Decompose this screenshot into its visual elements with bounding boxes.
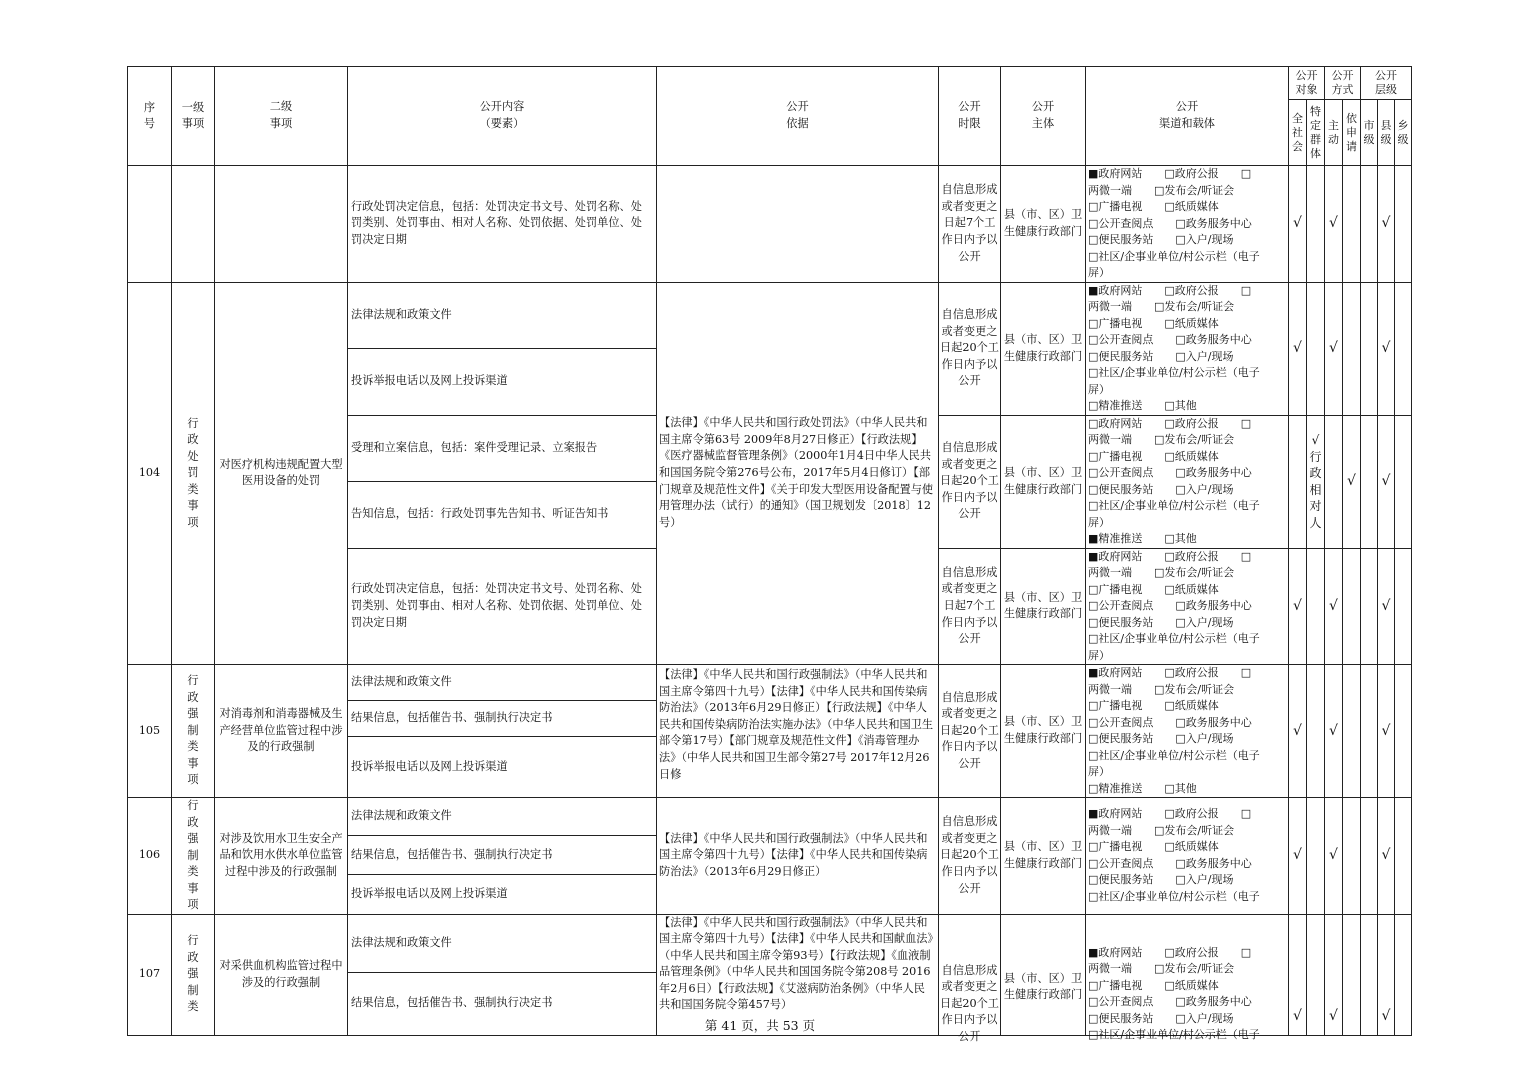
check-mark: √: [1378, 282, 1395, 415]
channel-line: ■政府网站 □政府公报 □: [1088, 807, 1252, 821]
header-obj-all: 全社会: [1289, 100, 1307, 166]
row-level2: 对涉及饮用水卫生安全产品和饮用水供水单位监管过程中涉及的行政强制: [215, 798, 348, 915]
channel-line: ■政府网站 □政府公报 □: [1088, 549, 1252, 563]
table-row-106: [128, 798, 1412, 836]
row-seq: 104: [128, 282, 172, 665]
channel-line: □公开查阅点 □政务服务中心: [1088, 599, 1252, 612]
header-channel: 公开 渠道和载体: [1086, 67, 1289, 166]
page-footer: 第 41 页，共 53 页: [704, 1018, 816, 1033]
channel-line: □便民服务站 □入户/现场: [1088, 615, 1234, 629]
basis-cell: 【法律】《中华人民共和国行政强制法》（中华人民共和国主席令第四十九号）【法律】《中华人民共和国传染病防治法》（2013年6月29日修正）【行政法规】《中华人民共和国传染病防治法实施办法》（中华人民共和国卫生部令第17号）【部门规章及规范性文件】《消毒管理办法》（中华人民共和国卫生部令第27号 2017年12月26日修: [657, 665, 939, 798]
channel-line: □广播电视 □纸质媒体: [1088, 840, 1219, 854]
row-level1: 行政处罚类事项: [172, 282, 215, 665]
header-method-apply: 依申请: [1343, 100, 1361, 166]
content-cell: 投诉举报电话以及网上投诉渠道: [348, 349, 657, 416]
header-level-group: 公开层级: [1361, 67, 1412, 100]
limit-cell: 自信息形成或者变更之日起20个工作日内予以公开: [939, 665, 1001, 798]
check-mark: √: [1289, 914, 1307, 1035]
channel-line: ■政府网站 □政府公报 □: [1088, 283, 1252, 297]
check-mark: √: [1289, 282, 1307, 415]
specific-group-cell: √ 行政相对人: [1307, 415, 1325, 548]
row-seq: 107: [128, 914, 172, 1035]
content-cell: 法律法规和政策文件: [348, 914, 657, 972]
channel-line: 两微一端 □发布会/听证会: [1088, 823, 1235, 837]
channel-line: □精准推送 □其他: [1088, 781, 1197, 795]
channel-line: □便民服务站 □入户/现场: [1088, 482, 1234, 496]
check-mark: √: [1325, 166, 1343, 283]
header-seq: 序号: [128, 67, 172, 166]
channel-line: 屏）: [1088, 648, 1110, 662]
channel-line: 两微一端 □发布会/听证会: [1088, 300, 1235, 313]
channel-cell: [1086, 548, 1289, 665]
subject-cell: 县（市、区）卫生健康行政部门: [1001, 282, 1086, 415]
header-lvl-town: 乡级: [1395, 100, 1412, 166]
check-mark: √: [1289, 166, 1307, 283]
channel-line: □社区/企事业单位/村公示栏（电子: [1088, 366, 1260, 379]
header-lvl-city: 市级: [1361, 100, 1378, 166]
check-mark: √: [1378, 798, 1395, 915]
content-cell: 告知信息，包括：行政处罚事先告知书、听证告知书: [348, 482, 657, 549]
subject-cell: 县（市、区）卫生健康行政部门: [1001, 548, 1086, 665]
channel-line: □广播电视 □纸质媒体: [1088, 449, 1219, 463]
row-seq: 106: [128, 798, 172, 915]
channel-line: □广播电视 □纸质媒体: [1088, 316, 1219, 330]
limit-cell: 自信息形成或者变更之日起20个工作日内予以公开: [939, 914, 1001, 1035]
subject-cell: 县（市、区）卫生健康行政部门: [1001, 665, 1086, 798]
table-row-105: [128, 665, 1412, 701]
channel-line: □社区/企事业单位/村公示栏（电子: [1088, 499, 1260, 512]
check-mark: √: [1289, 798, 1307, 915]
subject-cell: 县（市、区）卫生健康行政部门: [1001, 415, 1086, 548]
subject-cell: 县（市、区）卫生健康行政部门: [1001, 166, 1086, 283]
content-cell: 法律法规和政策文件: [348, 665, 657, 701]
row-level2: 对采供血机构监管过程中涉及的行政强制: [215, 914, 348, 1035]
content-cell: 行政处罚决定信息，包括：处罚决定书文号、处罚名称、处罚类别、处罚事由、相对人名称、处罚依据、处罚单位、处罚决定日期: [348, 166, 657, 283]
header-obj-specific: 特定群体: [1307, 100, 1325, 166]
channel-line: □广播电视 □纸质媒体: [1088, 699, 1219, 712]
limit-cell: 自信息形成或者变更之日起20个工作日内予以公开: [939, 798, 1001, 915]
channel-line: □便民服务站 □入户/现场: [1088, 873, 1234, 887]
content-cell: 结果信息，包括催告书、强制执行决定书: [348, 836, 657, 874]
limit-cell: 自信息形成或者变更之日起20个工作日内予以公开: [939, 415, 1001, 548]
subject-cell: 县（市、区）卫生健康行政部门: [1001, 914, 1086, 1035]
channel-line: ■政府网站 □政府公报 □: [1088, 945, 1252, 959]
channel-line: □广播电视 □纸质媒体: [1088, 200, 1219, 213]
channel-line: □社区/企事业单位/村公示栏（电子: [1088, 889, 1260, 903]
channel-line: 两微一端 □发布会/听证会: [1088, 433, 1235, 446]
header-method-group: 公开方式: [1325, 67, 1361, 100]
basis-cell: 【法律】《中华人民共和国行政处罚法》（中华人民共和国主席令第63号 2009年8月27日修正）【行政法规】《医疗器械监督管理条例》（2000年1月4日中华人民共和国国务院令第276号公布，2017年5月4日修订）【部门规章及规范性文件】《关于印发大型医用设备配置与使用管理办法（试行）的通知》（国卫规划发〔2018〕12号）: [657, 282, 939, 665]
header-method-active: 主动: [1325, 100, 1343, 166]
channel-line: 屏）: [1088, 382, 1110, 396]
channel-line: □社区/企事业单位/村公示栏（电子: [1088, 1028, 1260, 1041]
row-level2: 对医疗机构违规配置大型医用设备的处罚: [215, 282, 348, 665]
row-seq: 105: [128, 665, 172, 798]
channel-line: 两微一端 □发布会/听证会: [1088, 183, 1235, 197]
channel-line: □社区/企事业单位/村公示栏（电子: [1088, 249, 1260, 263]
check-mark: √: [1378, 166, 1395, 283]
channel-line: 屏）: [1088, 515, 1110, 529]
table-row-103-cont: [128, 166, 1412, 283]
check-mark: √: [1325, 665, 1343, 798]
header-basis: 公开 依据: [657, 67, 939, 166]
channel-cell: [1086, 798, 1289, 915]
header-row-1: [128, 67, 1412, 100]
row-level1: 行政强制类事项: [172, 665, 215, 798]
channel-line: □精准推送 □其他: [1088, 399, 1197, 412]
channel-line: □政府网站 □政府公报 □: [1088, 416, 1252, 430]
channel-line: 两微一端 □发布会/听证会: [1088, 566, 1235, 579]
channel-line: 两微一端 □发布会/听证会: [1088, 962, 1235, 975]
subject-cell: 县（市、区）卫生健康行政部门: [1001, 798, 1086, 915]
channel-line: 屏）: [1088, 765, 1110, 778]
channel-line: □广播电视 □纸质媒体: [1088, 582, 1219, 596]
check-mark: √: [1378, 548, 1395, 665]
channel-cell: [1086, 415, 1289, 548]
channel-line: □公开查阅点 □政务服务中心: [1088, 216, 1252, 230]
channel-line: □社区/企事业单位/村公示栏（电子: [1088, 632, 1260, 645]
channel-cell: [1086, 282, 1289, 415]
header-level1: 一级事项: [172, 67, 215, 166]
check-mark: √: [1378, 415, 1395, 548]
check-mark: √: [1378, 665, 1395, 798]
content-cell: 法律法规和政策文件: [348, 282, 657, 349]
channel-line: □便民服务站 □入户/现场: [1088, 349, 1234, 363]
check-mark: √: [1325, 798, 1343, 915]
channel-line: □便民服务站 □入户/现场: [1088, 233, 1234, 246]
limit-cell: 自信息形成或者变更之日起7个工作日内予以公开: [939, 548, 1001, 665]
channel-line: □公开查阅点 □政务服务中心: [1088, 995, 1252, 1008]
channel-line: □公开查阅点 □政务服务中心: [1088, 466, 1252, 479]
check-mark: √: [1325, 914, 1343, 1035]
channel-line: 两微一端 □发布会/听证会: [1088, 682, 1235, 696]
header-content: 公开内容 （要素）: [348, 67, 657, 166]
row-level2: 对消毒剂和消毒器械及生产经营单位监管过程中涉及的行政强制: [215, 665, 348, 798]
channel-line: 屏）: [1088, 266, 1110, 279]
channel-cell: [1086, 166, 1289, 283]
content-cell: 法律法规和政策文件: [348, 798, 657, 836]
header-limit: 公开 时限: [939, 67, 1001, 166]
content-cell: 行政处罚决定信息，包括：处罚决定书文号、处罚名称、处罚类别、处罚事由、相对人名称、处罚依据、处罚单位、处罚决定日期: [348, 548, 657, 665]
check-mark: √: [1343, 415, 1361, 548]
check-mark: √: [1325, 548, 1343, 665]
basis-cell: 【法律】《中华人民共和国行政强制法》（中华人民共和国主席令第四十九号）【法律】《中华人民共和国传染病防治法》（2013年6月29日修正）: [657, 798, 939, 915]
header-level2: 二级事项: [215, 67, 348, 166]
header-lvl-county: 县级: [1378, 100, 1395, 166]
content-cell: 投诉举报电话以及网上投诉渠道: [348, 736, 657, 797]
table-row-107: [128, 914, 1412, 972]
content-cell: 结果信息，包括催告书、强制执行决定书: [348, 972, 657, 1035]
header-object-group: 公开对象: [1289, 67, 1325, 100]
content-cell: 投诉举报电话以及网上投诉渠道: [348, 874, 657, 914]
row-level1: 行政强制类事项: [172, 798, 215, 915]
row-level1: 行政强制类: [172, 914, 215, 1035]
channel-line: □公开查阅点 □政务服务中心: [1088, 856, 1252, 870]
disclosure-table: [127, 66, 1412, 1043]
limit-cell: 自信息形成或者变更之日起7个工作日内予以公开: [939, 166, 1001, 283]
limit-cell: 自信息形成或者变更之日起20个工作日内予以公开: [939, 282, 1001, 415]
channel-line: □公开查阅点 □政务服务中心: [1088, 333, 1252, 346]
channel-line: □广播电视 □纸质媒体: [1088, 978, 1219, 992]
content-cell: 结果信息，包括催告书、强制执行决定书: [348, 700, 657, 736]
channel-line: □便民服务站 □入户/现场: [1088, 1011, 1234, 1025]
header-subject: 公开 主体: [1001, 67, 1086, 166]
channel-line: □社区/企事业单位/村公示栏（电子: [1088, 748, 1260, 762]
channel-cell: [1086, 665, 1289, 798]
check-mark: √: [1325, 282, 1343, 415]
channel-line: ■政府网站 □政府公报 □: [1088, 666, 1252, 679]
channel-line: □便民服务站 □入户/现场: [1088, 732, 1234, 745]
channel-line: ■精准推送 □其他: [1088, 532, 1197, 545]
check-mark: √: [1289, 548, 1307, 665]
table-row-104: [128, 282, 1412, 349]
check-mark: √: [1378, 914, 1395, 1035]
channel-line: □公开查阅点 □政务服务中心: [1088, 715, 1252, 729]
channel-line: ■政府网站 □政府公报 □: [1088, 167, 1252, 180]
check-mark: √: [1289, 665, 1307, 798]
content-cell: 受理和立案信息，包括：案件受理记录、立案报告: [348, 415, 657, 482]
basis-cell: 【法律】《中华人民共和国行政强制法》（中华人民共和国主席令第四十九号）【法律】《中华人民共和国献血法》（中华人民共和国主席令第93号）【行政法规】《血液制品管理条例》（中华人民共和国国务院令第208号 2016年2月6日）【行政法规】《艾滋病防治条例》（中华人民共和国国务院令第457号）: [657, 914, 939, 1035]
